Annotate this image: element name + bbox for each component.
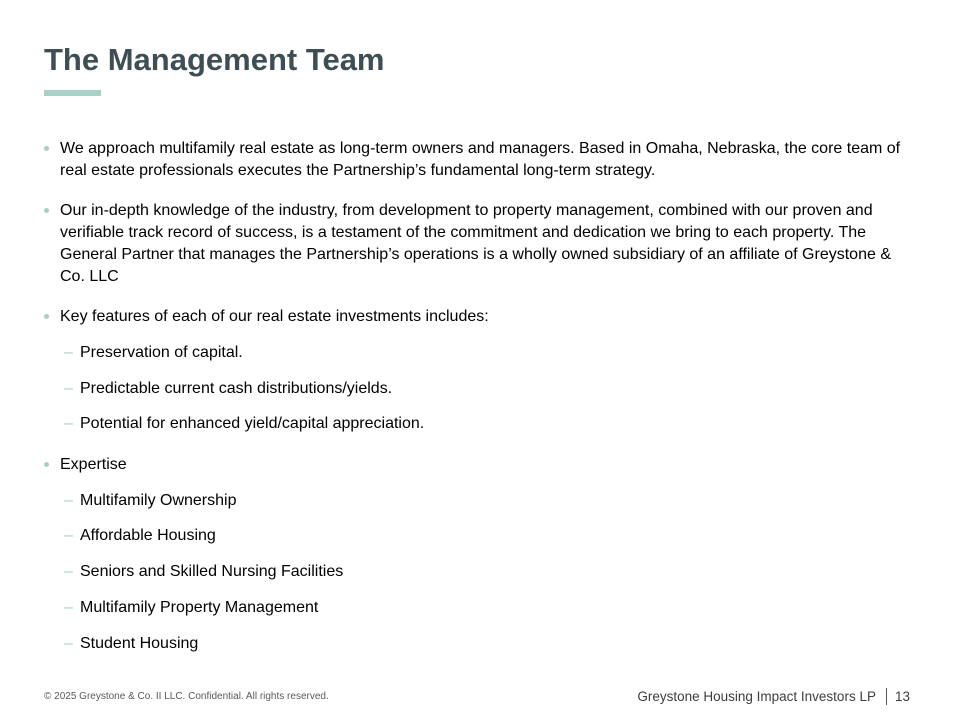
bullet-text: Expertise (60, 456, 127, 474)
footer-right (637, 688, 910, 705)
bullet-text: Our in-depth knowledge of the industry, from development to property management, combined with our proven and verifiable track record of success, is a testament of the commitment and dedication we bring to each property. The General Partner that manages the Partnership’s operations is a wholly owned subsidiary of an affiliate of Greystone & Co. LLC (60, 202, 891, 285)
sub-bullet-item (64, 342, 910, 364)
sub-bullet-text: Predictable current cash distributions/yields. (80, 379, 393, 397)
sub-bullet-text: Seniors and Skilled Nursing Facilities (80, 563, 344, 581)
bullet-item (44, 454, 910, 476)
sub-bullet-dash-marker: – (64, 634, 73, 652)
slide-footer (44, 688, 910, 705)
sub-bullet-dash-marker: – (64, 491, 73, 509)
bullet-item (44, 138, 910, 181)
sub-bullet-dash-marker: – (64, 598, 73, 616)
sub-bullet-dash-marker: – (64, 527, 73, 545)
bullet-dot-marker (44, 200, 60, 287)
sub-bullet-text: Affordable Housing (80, 527, 216, 545)
copyright-text: © 2025 Greystone & Co. II LLC. Confidential. All rights reserved. (44, 691, 329, 702)
sub-bullet-item (64, 561, 910, 583)
bullet-text: We approach multifamily real estate as long-term owners and managers. Based in Omaha, Nebraska, the core team of real estate professionals executes the Partnership’s fundamental long-term strategy. (60, 140, 901, 179)
sub-bullet-text: Multifamily Property Management (80, 598, 319, 616)
sub-bullet-text: Preservation of capital. (80, 343, 243, 361)
sub-bullet-item (64, 378, 910, 400)
sub-bullet-item (64, 490, 910, 512)
bullet-dot-marker (44, 138, 60, 181)
sub-bullet-item (64, 633, 910, 655)
page-title: The Management Team (44, 42, 385, 77)
footer-company-name: Greystone Housing Impact Investors LP (637, 689, 876, 704)
sub-bullet-dash-marker: – (64, 379, 73, 397)
sub-bullet-item (64, 597, 910, 619)
page-number: 13 (894, 689, 910, 704)
bullet-text: Key features of each of our real estate investments includes: (60, 308, 489, 326)
bullet-dot-marker (44, 306, 60, 328)
sub-bullet-text: Potential for enhanced yield/capital appreciation. (80, 415, 425, 433)
bullet-dot-marker (44, 454, 60, 476)
footer-divider (886, 688, 887, 705)
bullet-item (44, 306, 910, 328)
bullet-item (44, 200, 910, 287)
sub-bullet-dash-marker: – (64, 563, 73, 581)
sub-bullet-text: Multifamily Ownership (80, 491, 237, 509)
slide-header (0, 0, 960, 96)
sub-bullet-item (64, 413, 910, 435)
sub-bullet-dash-marker: – (64, 343, 73, 361)
sub-bullet-text: Student Housing (80, 634, 199, 652)
sub-bullet-item (64, 525, 910, 547)
bullet-list (0, 96, 960, 654)
sub-bullet-dash-marker: – (64, 415, 73, 433)
